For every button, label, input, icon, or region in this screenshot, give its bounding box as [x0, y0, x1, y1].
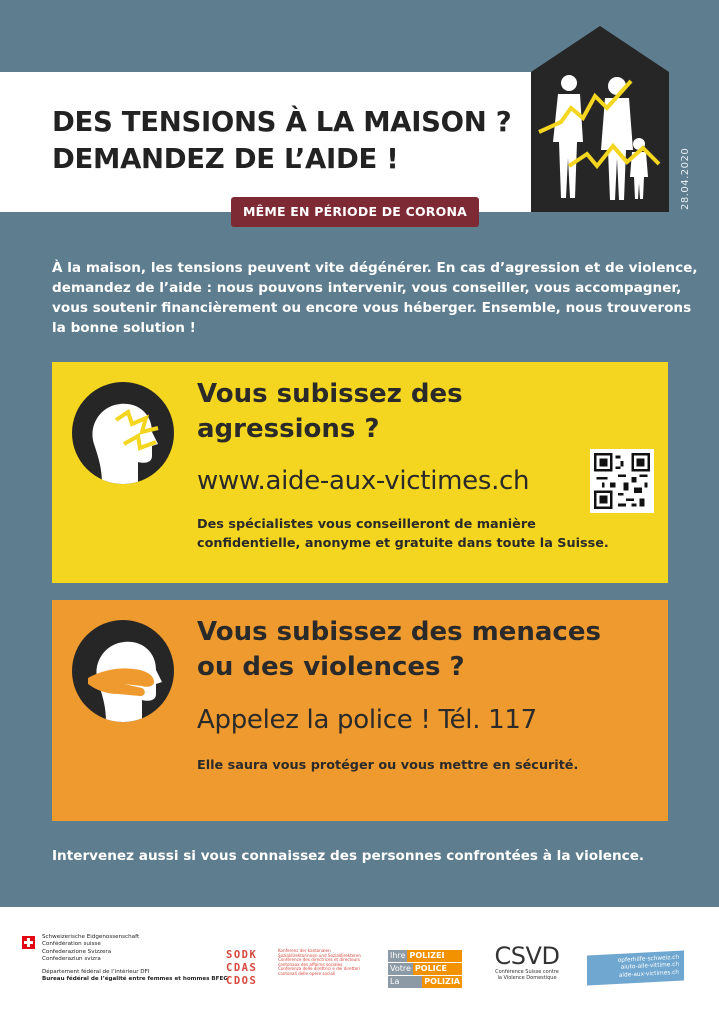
police-logo: [388, 950, 462, 998]
bottom-note: Intervenez aussi si vous connaissez des personnes confrontées à la violence.: [52, 848, 645, 864]
date-label: 28.04.2020: [680, 147, 691, 210]
police-row-de-prefix: Ihre: [390, 951, 406, 960]
sodk-abbreviations: [226, 949, 257, 988]
intro-line-3: vous soutenir financièrement ou encore vous héberger. Ensemble, nous trouverons: [52, 300, 692, 316]
card-agressions: [52, 362, 668, 583]
swiss-flag-icon: [22, 936, 35, 949]
sodk-abbr-1: SODK: [226, 949, 258, 961]
page-title: [52, 104, 522, 178]
link-de[interactable]: opferhilfe-schweiz.ch: [617, 954, 679, 964]
csvd-sub-2: la Violence Domestique: [497, 975, 557, 981]
sodk-desc-1: Konferenz der kantonalen: [278, 948, 331, 953]
sodk-desc-2: Sozialdirektorinnen und Sozialdirektoren: [278, 952, 361, 958]
headline-line-1: DES TENSIONS À LA MAISON ?: [52, 106, 512, 138]
police-row-fr-prefix: Votre: [390, 964, 411, 973]
card-violences-title-line-2: ou des violences ?: [197, 652, 465, 682]
card-agressions-description: [197, 515, 609, 553]
card-agressions-title-line-2: agressions ?: [197, 414, 380, 444]
intro-line-2: demandez de l’aide : nous pouvons intervenir, vous conseiller, vous accompagner,: [52, 280, 682, 296]
swiss-dept-name: Département fédéral de l’intérieur DFI: [42, 969, 150, 975]
card-agressions-desc-line-1: Des spécialistes vous conseilleront de manière: [197, 517, 536, 532]
swiss-name-it: Confederazione Svizzera: [42, 948, 112, 955]
csvd-logo: [487, 943, 567, 981]
card-violences-description: [197, 756, 578, 775]
sodk-desc-5: Conferenza delle direttrici e dei direttori: [278, 966, 361, 971]
card-agressions-title-line-1: Vous subissez des: [197, 379, 463, 409]
intro-line-1: À la maison, les tensions peuvent vite dégénérer. En cas d’agression et de violence,: [52, 260, 698, 276]
victim-aid-link[interactable]: www.aide-aux-victimes.ch: [197, 466, 530, 496]
sodk-desc-3: Conférence des directrices et directeurs: [278, 957, 361, 962]
card-agressions-title: [197, 377, 463, 447]
police-row-it: [388, 976, 462, 998]
police-row-fr: [388, 963, 462, 975]
card-violences-desc-line-1: Elle saura vous protéger ou vous mettre en sécurité.: [197, 758, 579, 773]
victim-aid-links-badge[interactable]: [587, 950, 684, 985]
card-violences-title-line-1: Vous subissez des menaces: [197, 617, 601, 647]
swiss-name-rm: Confederaziun svizra: [42, 955, 101, 962]
sodk-desc-4: cantonaux des affaires sociales: [278, 961, 343, 967]
csvd-wordmark: CSVD: [494, 942, 560, 970]
swiss-names: [42, 934, 222, 963]
headline-line-2: DEMANDEZ DE L’AIDE !: [52, 143, 399, 175]
police-row-de-word: POLIZEI: [407, 950, 462, 962]
card-violences: [52, 600, 668, 821]
footer-logos: [0, 907, 719, 1024]
qr-code[interactable]: [590, 449, 654, 513]
card-violences-title: [197, 615, 601, 685]
intro-line-4: la bonne solution !: [52, 320, 196, 336]
csvd-sub-1: Conférence Suisse contre: [495, 969, 559, 975]
link-it[interactable]: aiuto-alle-vittime.ch: [620, 962, 679, 972]
hand-over-mouth-icon: [72, 620, 174, 722]
police-phone-link[interactable]: Appelez la police ! Tél. 117: [197, 705, 537, 735]
head-stress-icon: [72, 382, 174, 484]
csvd-subtitle: [487, 969, 567, 981]
police-row-de: [388, 950, 462, 962]
police-row-it-prefix: La vostra: [388, 976, 422, 988]
swiss-name-fr: Confédération suisse: [42, 941, 101, 948]
link-fr[interactable]: aide-aux-victimes.ch: [618, 969, 679, 979]
swiss-department: [42, 969, 242, 984]
sodk-abbr-2: CDAS: [226, 962, 258, 974]
sodk-desc-6: cantonali delle opere sociali: [278, 970, 336, 976]
sodk-description: [278, 949, 388, 976]
police-row-fr-word: POLICE: [413, 963, 462, 975]
swiss-office-name: Bureau fédéral de l’égalité entre femmes et hommes BFEG: [42, 976, 228, 983]
police-row-it-word: POLIZIA: [424, 977, 460, 986]
corona-badge: MÊME EN PÉRIODE DE CORONA: [231, 197, 479, 227]
card-agressions-desc-line-2: confidentielle, anonyme et gratuite dans toute la Suisse.: [197, 536, 609, 551]
intro-text: [52, 258, 698, 338]
sodk-abbr-3: CDOS: [226, 975, 258, 987]
swiss-name-de: Schweizerische Eidgenossenschaft: [42, 934, 140, 940]
house-family-icon: [531, 26, 669, 212]
